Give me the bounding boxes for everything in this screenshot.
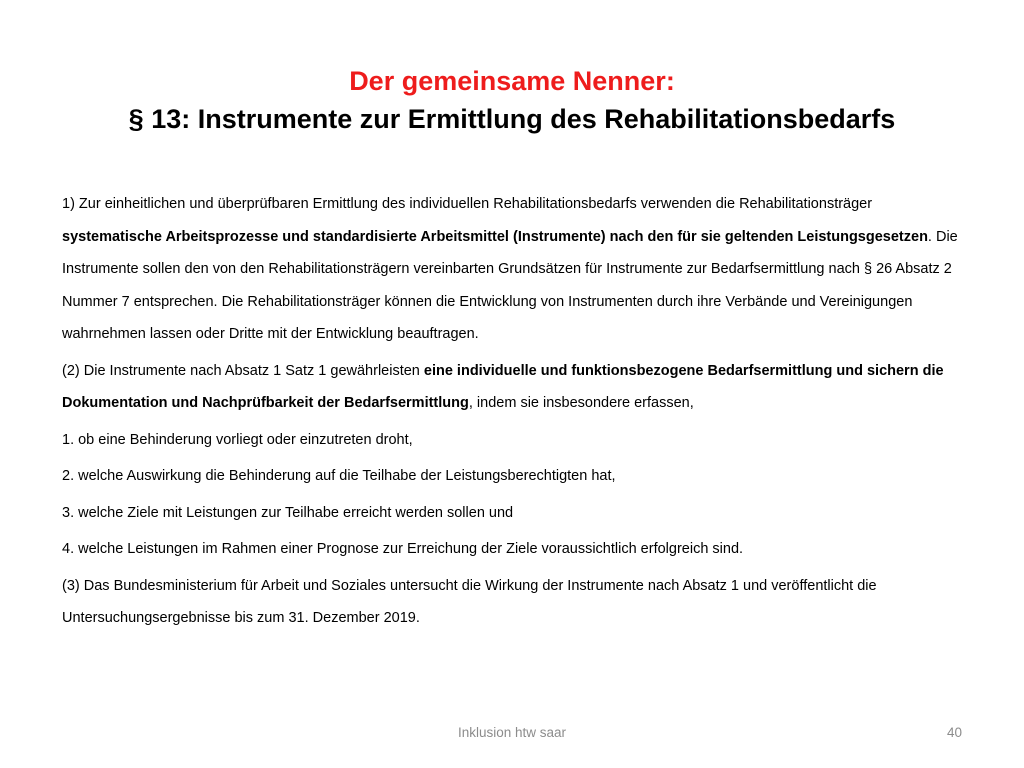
- slide-title: [40, 62, 984, 138]
- footer-label: Inklusion htw saar: [457, 725, 567, 740]
- slide-body: [62, 188, 962, 639]
- paragraph-1-text-c: . Die Instrumente sollen den von den Rehabilitationsträgern vereinbarten Grundsätzen für Instrumente zur Bedarfsermittlung nach § 26 Absatz 2 Nummer 7 entsprechen. Die Rehabilitationsträger können die Entwicklung von Instrumenten durch ihre Verbände und Vereinigungen wahrnehmen lassen oder Dritte mit der Entwicklung beauftragen.: [62, 228, 958, 342]
- title-line-1: Der gemeinsame Nenner:: [349, 66, 675, 96]
- list-item: 2. welche Auswirkung die Behinderung auf die Teilhabe der Leistungsberechtigten hat,: [62, 468, 616, 484]
- paragraph-2-text-c: , indem sie insbesondere erfassen,: [468, 395, 694, 411]
- paragraph-1: [62, 188, 962, 351]
- paragraph-2-bold: eine individuelle und funktionsbezogene Bedarfsermittlung und sichern die Dokumentation und Nachprüfbarkeit der Bedarfsermittlung: [62, 362, 944, 411]
- list-item: 1. ob eine Behinderung vorliegt oder einzutreten droht,: [62, 431, 413, 448]
- paragraph-2-text-a: (2) Die Instrumente nach Absatz 1 Satz 1 gewährleisten: [62, 362, 424, 379]
- paragraph-2: [62, 355, 962, 420]
- paragraph-3: (3) Das Bundesministerium für Arbeit und Soziales untersucht die Wirkung der Instrumente nach Absatz 1 und veröffentlicht die Untersuchungsergebnisse bis zum 31. Dezember 2019.: [62, 577, 877, 626]
- page-number: 40: [946, 725, 962, 740]
- list-item: 4. welche Leistungen im Rahmen einer Prognose zur Erreichung der Ziele voraussichtlich erfolgreich sind.: [62, 541, 744, 557]
- list-item: 3. welche Ziele mit Leistungen zur Teilhabe erreicht werden sollen und: [62, 504, 514, 521]
- paragraph-1-text-a: 1) Zur einheitlichen und überprüfbaren Ermittlung des individuellen Rehabilitationsbedarfs verwenden die Rehabilitationsträger: [62, 196, 873, 212]
- paragraph-1-bold: systematische Arbeitsprozesse und standardisierte Arbeitsmittel (Instrumente) nach den für sie geltenden Leistungsgesetzen: [62, 228, 928, 245]
- title-line-2: § 13: Instrumente zur Ermittlung des Rehabilitationsbedarfs: [128, 104, 896, 134]
